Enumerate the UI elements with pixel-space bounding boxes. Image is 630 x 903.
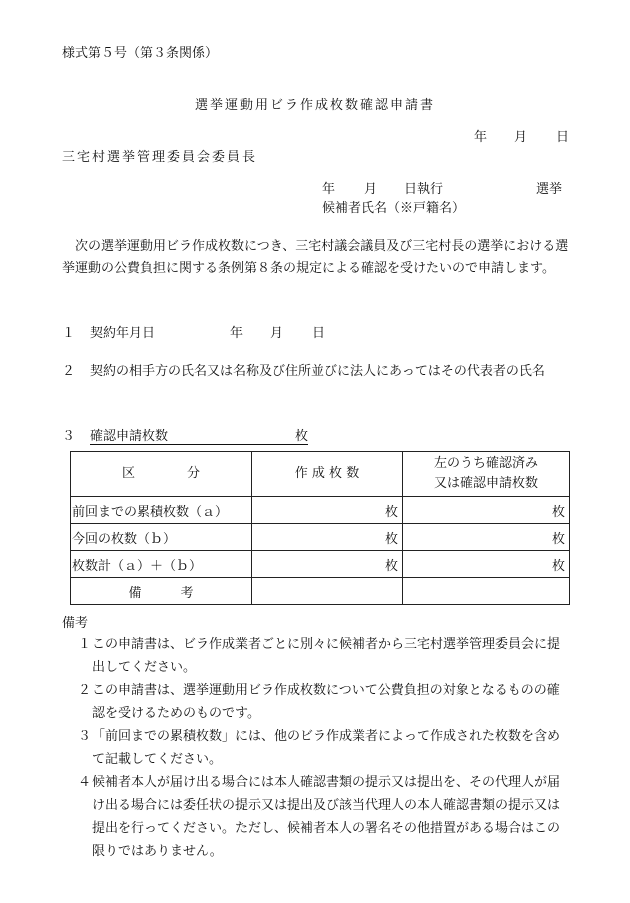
note-item: ３ 「前回までの累積枚数」には、他のビラ作成業者によって作成された枚数を含めて記載してください。: [78, 729, 561, 767]
cell-confirmed[interactable]: 枚: [403, 497, 570, 524]
election-day-exec: 日執行: [404, 182, 444, 197]
item1-label: 契約年月日: [90, 326, 156, 341]
table-header-row: [71, 452, 570, 497]
date-day: 日: [556, 130, 570, 145]
row-label: 前回までの累積枚数（ａ）: [71, 497, 252, 524]
election-label: 選挙: [536, 182, 563, 197]
remarks-cell[interactable]: [403, 578, 570, 605]
count-table: [70, 451, 570, 605]
notes-heading: 備考: [62, 616, 89, 631]
table-remarks-row: [71, 578, 570, 605]
table-row: [71, 497, 570, 524]
body-paragraph: 次の選挙運動用ビラ作成枚数につき、三宅村議会議員及び三宅村長の選挙における選挙運動の公費負担に関する条例第８条の規定による確認を受けたいので申請します。: [62, 239, 569, 276]
cell-created[interactable]: 枚: [252, 524, 403, 551]
election-month: 月: [364, 182, 378, 197]
table-row: [71, 524, 570, 551]
document-title: 選挙運動用ビラ作成枚数確認申請書: [194, 98, 435, 113]
item1-month: 月: [270, 326, 284, 341]
remarks-label: 備 考: [71, 578, 252, 605]
item2-label: 契約の相手方の氏名又は名称及び住所並びに法人にあってはその代表者の氏名: [90, 364, 545, 379]
header-category: 区 分: [71, 452, 252, 497]
item1-year: 年: [230, 326, 244, 341]
note-item: ２ この申請書は、選挙運動用ビラ作成枚数について公費負担の対象となるものの確認を受けるためのものです。: [78, 683, 560, 721]
header-created-count: 作 成 枚 数: [252, 452, 403, 497]
date-month: 月: [514, 130, 528, 145]
item2-number: ２: [62, 364, 76, 379]
addressee: 三宅村選挙管理委員会委員長: [62, 150, 258, 165]
note-item: １ この申請書は、ビラ作成業者ごとに別々に候補者から三宅村選挙管理委員会に提出してください。: [78, 637, 561, 675]
item3-number: ３: [62, 429, 76, 444]
item3-field: [90, 425, 308, 445]
cell-created[interactable]: 枚: [252, 551, 403, 578]
cell-confirmed[interactable]: 枚: [403, 551, 570, 578]
form-number: 様式第５号（第３条関係）: [62, 46, 219, 61]
notes-list: [64, 633, 572, 863]
item3-unit: 枚: [294, 429, 308, 444]
cell-created[interactable]: 枚: [252, 497, 403, 524]
item1-day: 日: [312, 326, 326, 341]
candidate-name-label: 候補者氏名（※戸籍名）: [322, 201, 466, 216]
date-year: 年: [474, 130, 488, 145]
note-item: ４ 候補者本人が届け出る場合には本人確認書類の提示又は提出を、その代理人が届け出る場合には委任状の提示又は提出及び該当代理人の本人確認書類の提示又は提出を行ってください。ただし、候補者本人の署名その他措置がある場合はこの限りではありません。: [78, 775, 561, 859]
row-label: 今回の枚数（ｂ）: [71, 524, 252, 551]
header-confirmed-count: 左のうち確認済み 又は確認申請枚数: [403, 452, 570, 497]
item3-underline: [90, 425, 308, 445]
row-label: 枚数計（ａ）＋（ｂ）: [71, 551, 252, 578]
table-row: [71, 551, 570, 578]
cell-confirmed[interactable]: 枚: [403, 524, 570, 551]
election-year: 年: [322, 182, 336, 197]
remarks-cell[interactable]: [252, 578, 403, 605]
item1-number: １: [62, 326, 76, 341]
item3-label: 確認申請枚数: [90, 429, 169, 444]
